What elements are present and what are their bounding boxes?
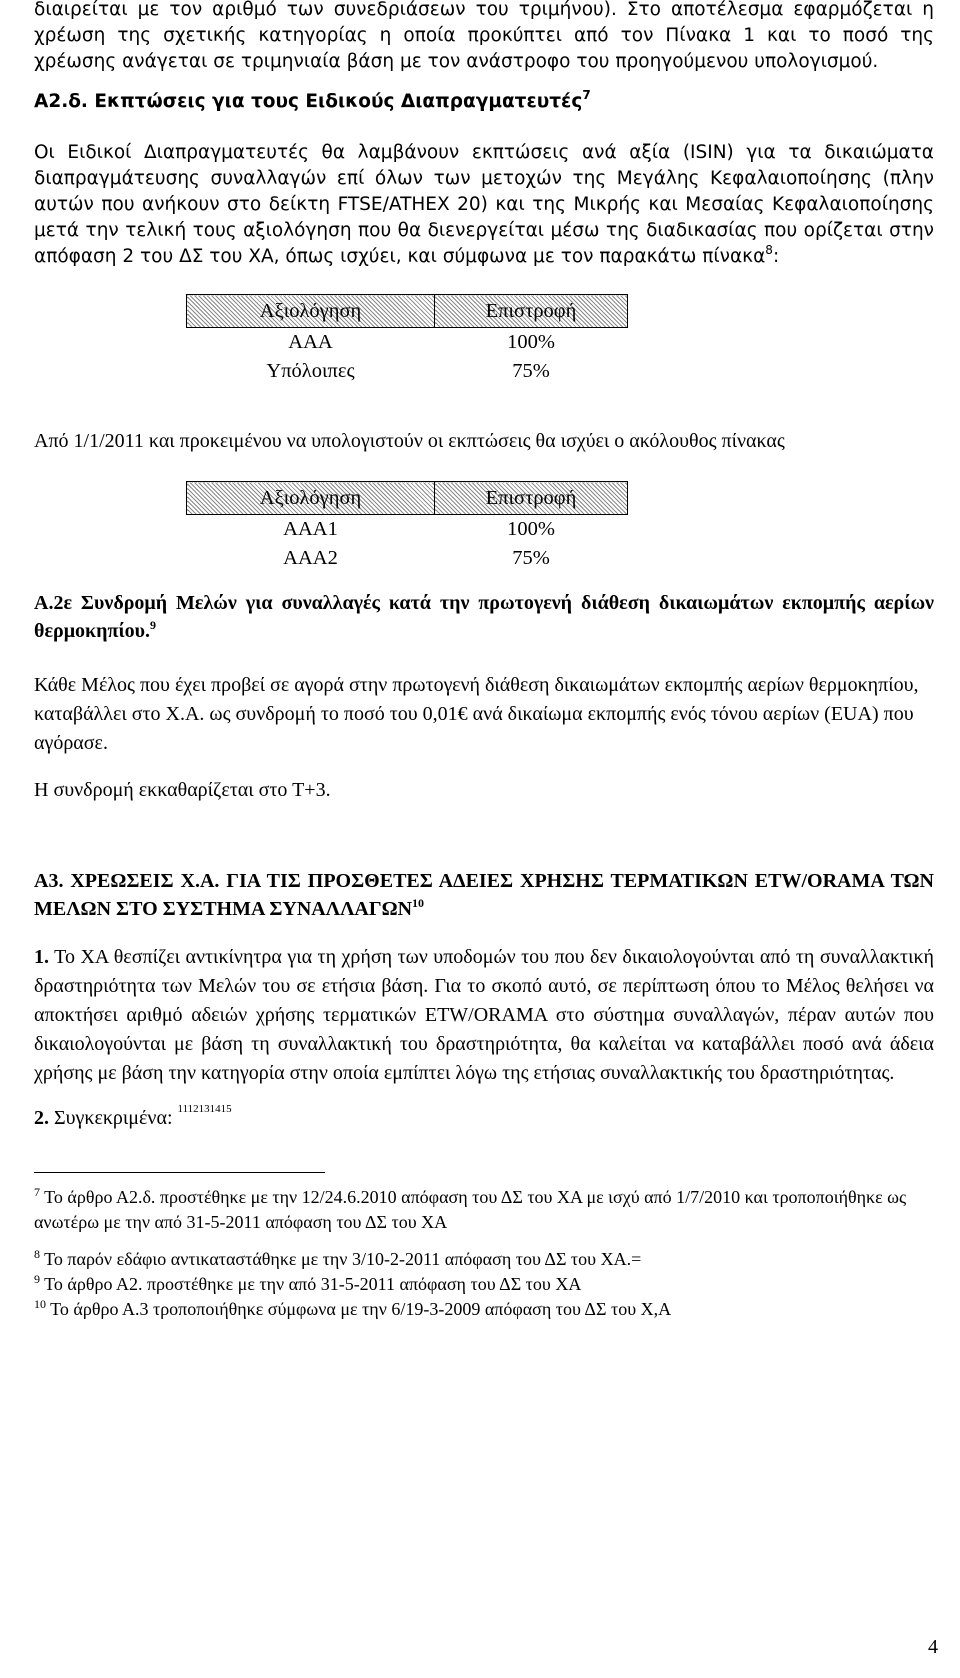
table-row [187,357,628,386]
footnote-number: 8 [34,1247,40,1261]
table-row [187,515,628,545]
table-row [187,544,628,573]
footnote-number: 9 [34,1272,40,1286]
section-a3-heading-text: Α3. ΧΡΕΩΣΕΙΣ Χ.Α. ΓΙΑ ΤΙΣ ΠΡΟΣΘΕΤΕΣ ΑΔΕΙΕΣ ΧΡΗΣΗΣ ΤΕΡΜΑΤΙΚΩΝ ETW/ORAMA ΤΩΝ ΜΕΛΩΝ ΣΤΟ ΣΥΣΤΗΜΑ ΣΥΝΑΛΛΑΓΩΝ [34,870,934,920]
section-a2e-heading [34,589,934,645]
intro-paragraph: διαιρείται με τον αριθμό των συνεδριάσεων του τριμήνου). Στο αποτέλεσμα εφαρμόζεται η χρέωση της σχετικής κατηγορίας η οποία προκύπτει από τον Πίνακα 1 και το ποσό της χρέωσης ανάγεται σε τριμηνιαία βάση με τον ανάστροφο του προηγούμενου υπολογισμού. [34,0,934,72]
section-a2d-paragraph-text: Οι Ειδικοί Διαπραγματευτές θα λαμβάνουν εκπτώσεις ανά αξία (ISIN) για τα δικαιώματα διαπραγμάτευσης συναλλαγών επί όλων των μετοχών της Μεγάλης Κεφαλαιοποίησης (πλην αυτών που ανήκουν στο δείκτη FTSE/ATHEX 20) και της Μικρής και Μεσαίας Κεφαλαιοποίησης μετά την τελική τους αξιολόγηση που θα διενεργείται μέσω της διαδικασίας που ορίζεται στην απόφαση 2 του ΔΣ του ΧΑ, όπως ισχύει, και σύμφωνα με τον παρακάτω πίνακα [34,142,934,267]
table-cell-return: 75% [512,547,550,569]
section-a3-item-1-text: Το ΧΑ θεσπίζει αντικίνητρα για τη χρήση των υποδομών του που δεν δικαιολογούνται από τη συναλλακτική δραστηριότητα των Μελών του σε ετήσια βάση. Για το σκοπό αυτό, σε περίπτωση όπου το Μέλος θελήσει να αποκτήσει αριθμό αδειών χρήσης τερματικών ETW/ORAMA στο σύστημα συναλλαγών, πέραν αυτών που δικαιολογούνται με βάση τη συναλλακτική του δραστηριότητα, θα καλείται να καταβάλλει ποσό ανά άδεια χρήσης με βάση την κατηγορία στην οποία εμπίπτει λόγω της ετήσιας συναλλακτικής του δραστηριότητας. [34,946,934,1084]
footnote-text: Το άρθρο Α2.δ. προστέθηκε με την 12/24.6.2010 απόφαση του ΔΣ του ΧΑ με ισχύ από 1/7/2010 και τροποποιήθηκε ως ανωτέρω με την από 31-5-2011 απόφαση του ΔΣ του ΧΑ [34,1187,907,1232]
table-cell-return: 75% [512,360,550,382]
table-cell-rating: Υπόλοιπες [266,360,355,382]
section-a2d-paragraph [34,140,934,270]
footnote-ref-9[interactable]: 9 [150,618,157,632]
table-header-return: Επιστροφή [435,482,628,515]
footnote-ref-7[interactable]: 7 [582,88,591,102]
table-header-rating: Αξιολόγηση [187,482,435,515]
table-header-row [187,482,628,515]
table-cell-rating: ΑΑΑ1 [283,518,338,540]
section-a3-item-1-number: 1. [34,946,49,968]
footnote-text: Το άρθρο Α.3 τροποποιήθηκε σύμφωνα με την 6/19-3-2009 απόφαση του ΔΣ του Χ,Α [46,1299,672,1319]
page-number: 4 [928,1636,938,1658]
table-header-rating: Αξιολόγηση [187,295,435,328]
table2-intro: Από 1/1/2011 και προκειμένου να υπολογιστούν οι εκπτώσεις θα ισχύει ο ακόλουθος πίνακας [34,430,785,452]
section-a3-item-2 [34,1104,934,1132]
table-header-return: Επιστροφή [435,295,628,328]
section-a3-item-2-text: Συγκεκριμένα: [49,1107,178,1129]
table-cell-rating: ΑΑΑ2 [283,547,338,569]
footnote-text: Το παρόν εδάφιο αντικαταστάθηκε με την 3/10-2-2011 απόφαση του ΔΣ του ΧΑ.= [40,1249,642,1269]
section-a3-heading [34,867,934,923]
footnote-number: 7 [34,1185,40,1199]
section-a3-item-2-number: 2. [34,1107,49,1129]
footnote-9 [34,1272,934,1297]
rating-table-1 [186,294,628,386]
section-a2d-heading [34,89,934,115]
footnote-8 [34,1247,934,1272]
footnote-text: Το άρθρο Α2. προστέθηκε με την από 31-5-2011 απόφαση του ΔΣ του ΧΑ [40,1274,582,1294]
section-a3-item-1 [34,943,934,1088]
section-a2d-heading-text: Α2.δ. Εκπτώσεις για τους Ειδικούς Διαπραγματευτές [34,91,583,112]
section-a2e-paragraph: Κάθε Μέλος που έχει προβεί σε αγορά στην πρωτογενή διάθεση δικαιωμάτων εκπομπής αερίων θερμοκηπίου, καταβάλλει στο Χ.Α. ως συνδρομή το ποσό του 0,01€ ανά δικαίωμα εκπομπής ενός τόνου αερίων (EUA) που αγόρασε. [34,674,919,754]
footnote-number: 10 [34,1297,46,1311]
footnote-ref-8[interactable]: 8 [765,243,773,257]
footnote-10 [34,1297,934,1322]
table-cell-return: 100% [507,518,555,540]
section-a2d-paragraph-end: : [772,246,780,267]
section-a2e-heading-text: Α.2ε Συνδρομή Μελών για συναλλαγές κατά την πρωτογενή διάθεση δικαιωμάτων εκπομπής αερίων θερμοκηπίου. [34,592,934,642]
footnote-refs-11-15[interactable]: 1112131415 [177,1103,232,1115]
table-row [187,328,628,358]
table-header-row [187,295,628,328]
table-cell-return: 100% [507,331,555,353]
section-a2e-settlement: Η συνδρομή εκκαθαρίζεται στο Τ+3. [34,779,331,801]
footnote-7 [34,1185,934,1235]
footnote-separator [34,1172,325,1173]
document-page [34,0,934,1322]
footnote-ref-10[interactable]: 10 [412,896,425,910]
table-cell-rating: ΑΑΑ [288,331,333,353]
rating-table-2 [186,481,628,573]
